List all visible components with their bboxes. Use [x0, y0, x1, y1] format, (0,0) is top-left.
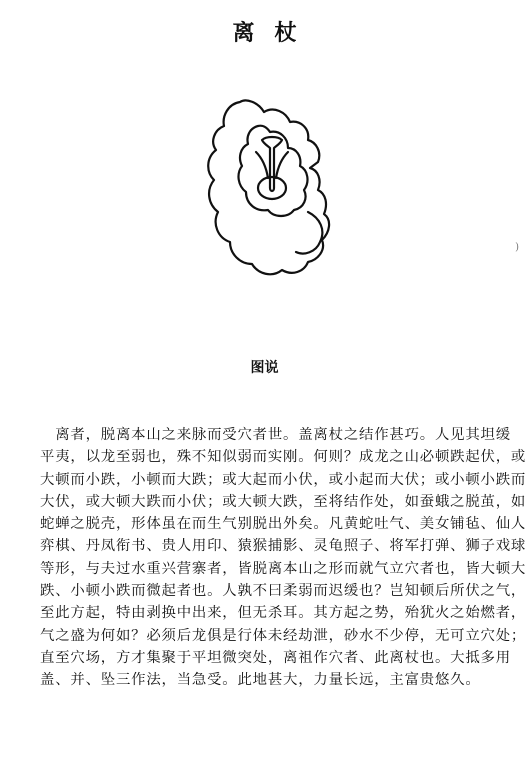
page-title: 离杖 [232, 21, 317, 46]
text-line: 弈棋、丹凤衔书、贵人用印、猿猴捕影、灵龟照子、将军打弹、狮子戏球 [40, 538, 527, 555]
text-line: 盖、并、坠三作法，当急受。此地甚大，力量长远，主富贵悠久。 [40, 672, 481, 689]
text-line: 等形，与夫过水重兴营寨者，皆脱离本山之形而就气立穴者也，皆大顿大 [40, 560, 527, 577]
text-line: 大顿而小跌，小顿而大跌；或大起而小伏，或小起而大伏；或小顿小跌而 [40, 471, 527, 488]
text-line: 跌、小顿小跌而微起者也。人孰不曰柔弱而迟缓也？岂知顿后所伏之气， [40, 583, 527, 600]
li-zhang-terrain-diagram [200, 92, 350, 282]
text-line: 至此方起，特由剥换中出来，但无杀耳。其方起之势，殆犹火之始燃者， [40, 605, 527, 622]
figure-caption: 图说 [250, 360, 279, 376]
text-line: 平夷，以龙至弱也，殊不知似弱而实刚。何则？成龙之山必顿跌起伏，或 [40, 449, 527, 466]
text-line: 大伏，或大顿大跌而小伏；或大顿大跌，至将结作处，如蚕蛾之脱茧，如 [40, 493, 527, 510]
text-line: 离者，脱离本山之来脉而受穴者世。盖离杖之结作甚巧。人见其坦缓 [40, 427, 511, 443]
tail-ridge [296, 212, 322, 254]
outer-ridge [208, 100, 329, 274]
text-line: 蛇蝉之脱壳，形体虽在而生气别脱出外矣。凡黄蛇吐气、美女铺毡、仙人 [40, 516, 527, 533]
text-line: 直至穴场，方才集聚于平坦微突处，离祖作穴者、此离杖也。大抵多用 [40, 649, 511, 666]
page-margin-mark: ) [515, 242, 519, 253]
body-text [40, 424, 527, 692]
acupoint-circle [258, 177, 286, 199]
vein-arms [256, 152, 288, 178]
text-line: 气之盛为何如？必须后龙俱是行体未经劫泄，砂水不少停，无可立穴处； [40, 627, 527, 644]
